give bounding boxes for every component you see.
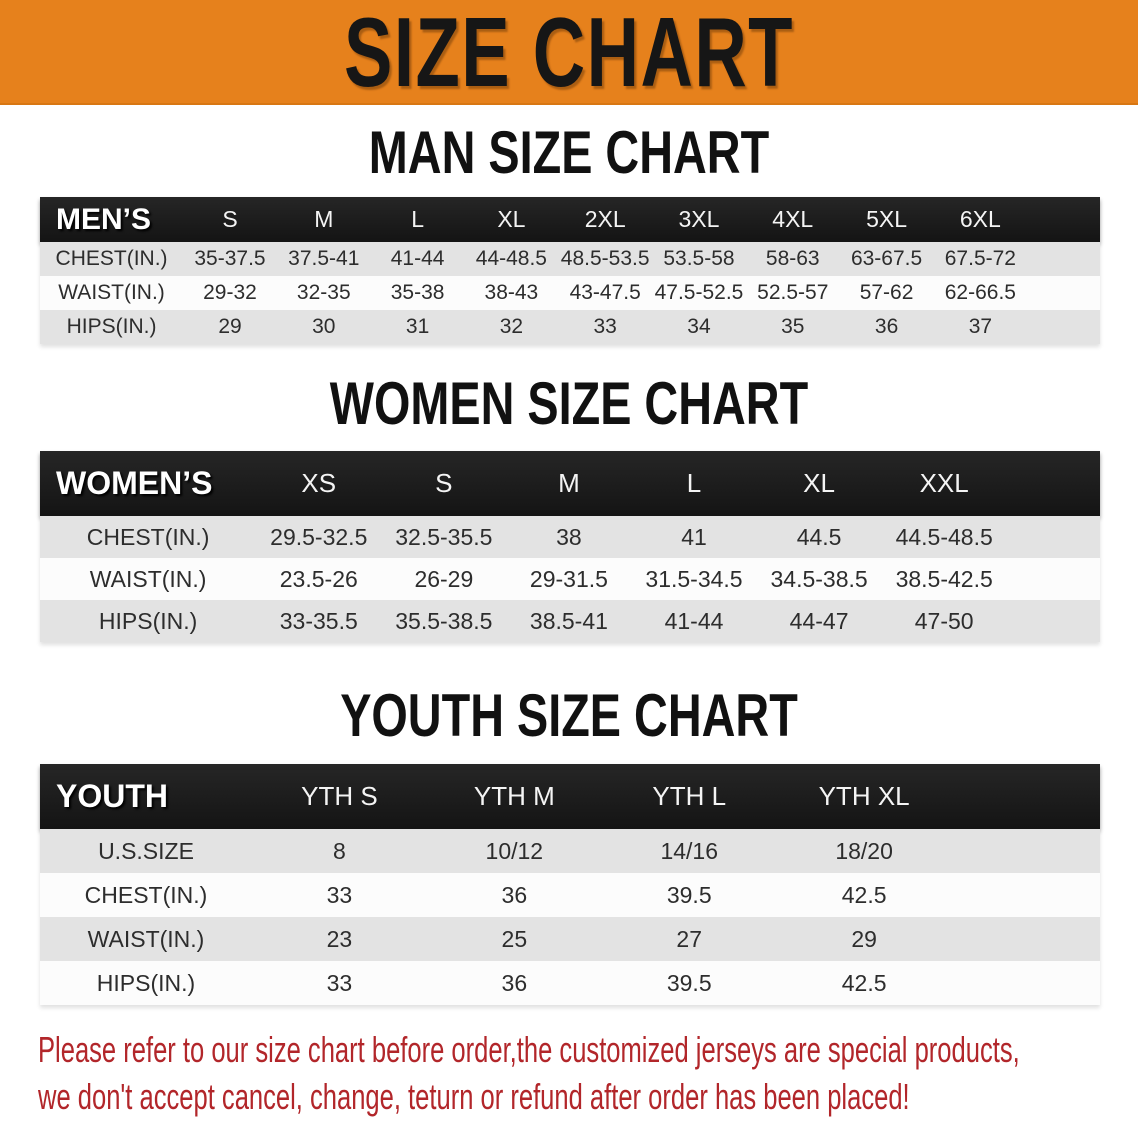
- row-label: CHEST(IN.): [86, 523, 210, 550]
- cell-value: 53.5-58: [663, 247, 735, 270]
- cell-value: 23: [326, 925, 353, 952]
- row-label: WAIST(IN.): [89, 565, 207, 592]
- size-chart-sections: [0, 121, 1138, 1005]
- cell-value: 33: [593, 315, 617, 338]
- section-heading-women: WOMEN SIZE CHART: [329, 370, 809, 437]
- cell-value: 29-32: [203, 281, 257, 304]
- cell-value: 31.5-34.5: [645, 565, 743, 592]
- table-row-waist-in: [40, 558, 1100, 600]
- table-row-hips-in: [40, 310, 1100, 344]
- cell-value: 23.5-26: [279, 565, 358, 592]
- cell-value: 44.5: [796, 523, 842, 550]
- table-row-u-s-size: [40, 829, 1100, 873]
- cell-value: 26-29: [414, 565, 474, 592]
- cell-value: 35-37.5: [194, 247, 266, 270]
- cell-value: 34: [687, 315, 711, 338]
- table-row-hips-in: [40, 961, 1100, 1005]
- cell-value: 39.5: [666, 969, 712, 996]
- cell-value: 44-47: [789, 607, 849, 634]
- cell-value: 41-44: [390, 247, 445, 270]
- men-table-header-row: [40, 197, 1100, 242]
- size-column-header: L: [411, 206, 424, 232]
- cell-value: 37.5-41: [288, 247, 360, 270]
- cell-value: 57-62: [859, 281, 914, 304]
- banner: [0, 0, 1138, 105]
- women-table-label: WOMEN’S: [56, 465, 213, 501]
- table-row-hips-in: [40, 600, 1100, 642]
- youth-table-label: YOUTH: [56, 778, 168, 814]
- cell-value: 32: [499, 315, 524, 338]
- size-column-header: XS: [301, 468, 337, 498]
- size-column-header: XXL: [919, 468, 969, 498]
- cell-value: 14/16: [660, 837, 718, 864]
- cell-value: 33-35.5: [279, 607, 358, 634]
- youth-table-header-row: [40, 764, 1100, 829]
- cell-value: 67.5-72: [944, 247, 1016, 270]
- section-heading-men: MAN SIZE CHART: [368, 119, 770, 186]
- cell-value: 44.5-48.5: [895, 523, 993, 550]
- section-heading-youth: YOUTH SIZE CHART: [340, 682, 798, 749]
- section-youth: [0, 684, 1138, 1005]
- size-column-header: XL: [497, 206, 526, 232]
- cell-value: 41: [681, 523, 707, 550]
- cell-value: 38-43: [484, 281, 539, 304]
- cell-value: 33: [326, 969, 353, 996]
- cell-value: 36: [874, 315, 899, 338]
- cell-value: 18/20: [835, 837, 893, 864]
- cell-value: 32.5-35.5: [395, 523, 493, 550]
- cell-value: 38: [556, 523, 582, 550]
- cell-value: 36: [501, 969, 528, 996]
- row-label: HIPS(IN.): [96, 969, 196, 996]
- cell-value: 34.5-38.5: [770, 565, 868, 592]
- cell-value: 35: [781, 315, 805, 338]
- cell-value: 63-67.5: [850, 247, 923, 270]
- size-column-header: 5XL: [866, 206, 908, 232]
- cell-value: 31: [405, 315, 430, 338]
- table-row-waist-in: [40, 276, 1100, 310]
- cell-value: 52.5-57: [757, 281, 829, 304]
- cell-value: 38.5-41: [529, 607, 608, 634]
- size-column-header: 2XL: [584, 206, 626, 232]
- size-column-header: YTH L: [652, 781, 727, 811]
- cell-value: 48.5-53.5: [560, 247, 650, 270]
- cell-value: 42.5: [841, 969, 887, 996]
- row-label: U.S.SIZE: [98, 837, 194, 864]
- size-column-header: 6XL: [959, 206, 1001, 232]
- cell-value: 47-50: [914, 607, 974, 634]
- cell-value: 33: [326, 881, 353, 908]
- cell-value: 39.5: [666, 881, 712, 908]
- section-men: [0, 121, 1138, 344]
- size-column-header: M: [558, 468, 580, 498]
- size-column-header: YTH XL: [818, 781, 910, 811]
- cell-value: 36: [501, 881, 528, 908]
- table-row-chest-in: [40, 516, 1100, 558]
- row-label: WAIST(IN.): [87, 925, 205, 952]
- size-column-header: M: [314, 206, 334, 232]
- row-label: WAIST(IN.): [58, 281, 165, 304]
- women-size-table: [40, 451, 1100, 642]
- section-women: [0, 372, 1138, 642]
- cell-value: 25: [501, 925, 528, 952]
- disclaimer: [38, 1027, 1138, 1121]
- cell-value: 47.5-52.5: [654, 281, 744, 304]
- cell-value: 41-44: [664, 607, 724, 634]
- cell-value: 8: [333, 837, 346, 864]
- cell-value: 29: [851, 925, 877, 952]
- disclaimer-line-2: we don't accept cancel, change, teturn or refund after order has been placed!: [38, 1075, 910, 1117]
- men-table-label: MEN’S: [56, 202, 152, 236]
- size-column-header: YTH S: [301, 781, 378, 811]
- cell-value: 62-66.5: [944, 281, 1016, 304]
- cell-value: 42.5: [841, 881, 887, 908]
- cell-value: 37: [968, 315, 993, 338]
- cell-value: 29.5-32.5: [270, 523, 368, 550]
- cell-value: 44-48.5: [475, 247, 547, 270]
- cell-value: 35-38: [390, 281, 445, 304]
- cell-value: 10/12: [485, 837, 544, 864]
- row-label: HIPS(IN.): [98, 607, 198, 634]
- page-title: SIZE CHART: [344, 0, 794, 107]
- cell-value: 29-31.5: [529, 565, 608, 592]
- cell-value: 35.5-38.5: [395, 607, 493, 634]
- cell-value: 58-63: [765, 247, 820, 270]
- cell-value: 38.5-42.5: [895, 565, 993, 592]
- cell-value: 32-35: [296, 281, 351, 304]
- women-table-header-row: [40, 451, 1100, 516]
- cell-value: 29: [218, 315, 242, 338]
- disclaimer-line-1: Please refer to our size chart before order,the customized jerseys are special products,: [38, 1029, 1020, 1070]
- table-row-chest-in: [40, 242, 1100, 276]
- row-label: CHEST(IN.): [84, 881, 208, 908]
- row-label: CHEST(IN.): [55, 247, 168, 270]
- size-column-header: XL: [803, 468, 835, 498]
- men-size-table: [40, 197, 1100, 344]
- size-column-header: L: [686, 468, 702, 498]
- size-column-header: 4XL: [772, 206, 814, 232]
- cell-value: 30: [312, 315, 336, 338]
- table-row-chest-in: [40, 873, 1100, 917]
- size-column-header: S: [435, 468, 453, 498]
- table-row-waist-in: [40, 917, 1100, 961]
- cell-value: 43-47.5: [569, 281, 641, 304]
- size-column-header: YTH M: [473, 781, 555, 811]
- row-label: HIPS(IN.): [66, 315, 157, 338]
- youth-size-table: [40, 764, 1100, 1005]
- size-column-header: S: [222, 206, 238, 232]
- size-column-header: 3XL: [678, 206, 720, 232]
- cell-value: 27: [676, 925, 703, 952]
